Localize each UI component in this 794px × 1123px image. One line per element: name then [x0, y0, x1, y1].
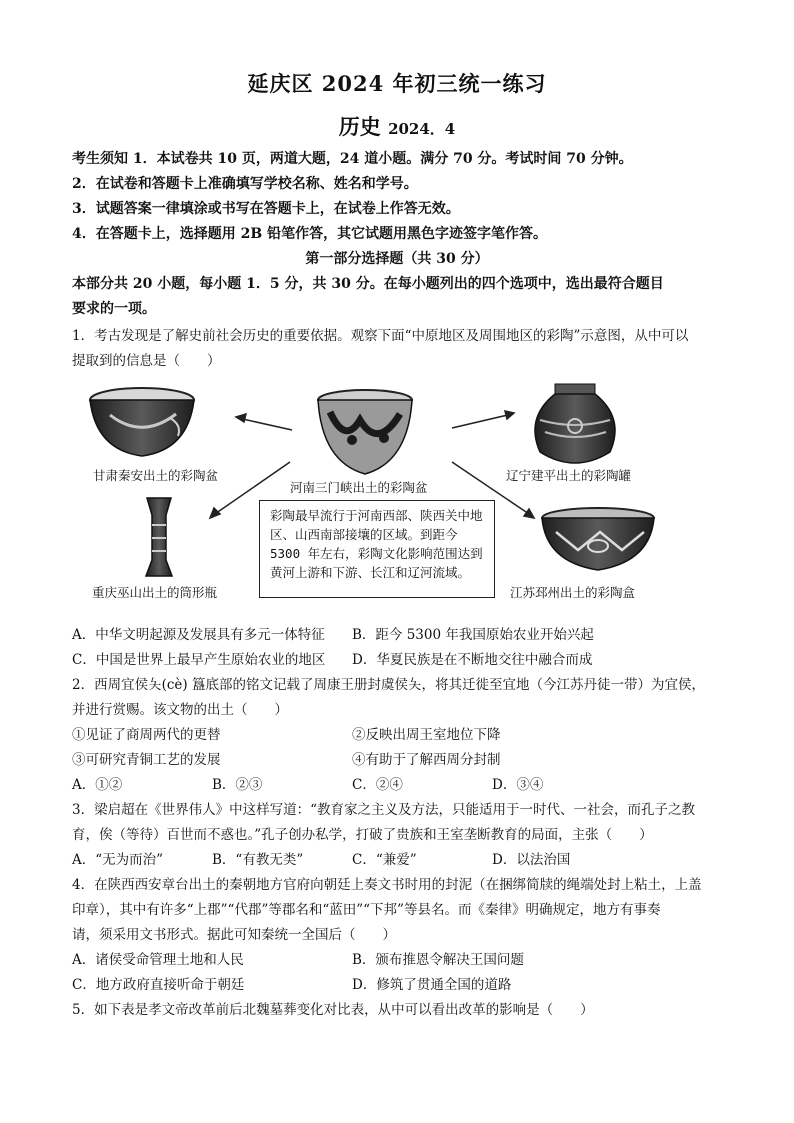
instruction-4: 4．在答题卡上，选择题用 2B 铅笔作答，其它试题用黑色字迹签字笔作答。 — [72, 226, 548, 242]
chongqing-vase-image — [146, 498, 172, 576]
info-box-text: 彩陶最早流行于河南西部、陕西关中地区、山西南部接壤的区域。到距今 5300 年左右，彩陶文化影响范围达到黄河上游和下游、长江和辽河流域。 — [270, 508, 483, 580]
q1-option-c: C．中国是世界上最早产生原始农业的地区 — [72, 652, 326, 668]
q2-item-3: ③可研究青铜工艺的发展 — [72, 752, 221, 768]
exam-date: 2024．4 — [388, 120, 456, 138]
q2-item-1: ①见证了商周两代的更替 — [72, 727, 221, 743]
caption-gansu: 甘肃秦安出土的彩陶盆 — [93, 468, 219, 483]
q4-stem-line3: 请，须采用文书形式。据此可知秦统一全国后（ ） — [72, 927, 396, 943]
caption-liaoning: 辽宁建平出土的彩陶罐 — [506, 468, 632, 483]
instruction-3: 3．试题答案一律填涂或书写在答题卡上，在试卷上作答无效。 — [72, 201, 460, 217]
q4-stem-line1: 4．在陕西西安章台出土的秦朝地方官府向朝廷上奏文书时用的封泥（在捆绑简牍的绳端处封上粘土，上盖 — [72, 877, 702, 893]
q2-option-b: B．②③ — [212, 777, 263, 793]
liaoning-jar-image — [535, 384, 615, 463]
section-desc-line1: 本部分共 20 小题，每小题 1．5 分，共 30 分。在每小题列出的四个选项中，选出最符合题目 — [72, 276, 664, 292]
section-desc-line2: 要求的一项。 — [72, 301, 156, 317]
q2-stem-line2: 并进行赏赐。该文物的出土（ ） — [72, 702, 288, 718]
q1-option-b: B．距今 5300 年我国原始农业开始兴起 — [352, 627, 594, 643]
q2-item-4: ④有助于了解西周分封制 — [352, 752, 501, 768]
exam-subtitle — [0, 111, 794, 141]
q2-option-c: C．②④ — [352, 777, 403, 793]
exam-title: 延庆区 2024 年初三统一练习 — [247, 71, 547, 96]
q3-stem-line1: 3．梁启超在《世界伟人》中这样写道：“教育家之主义及方法，只能适用于一时代、一社会，而孔子之教 — [72, 802, 695, 818]
instruction-2: 2．在试卷和答题卡上准确填写学校名称、姓名和学号。 — [72, 176, 418, 192]
q2-option-a: A．①② — [72, 777, 123, 793]
q3-option-b: B．“有教无类” — [212, 852, 304, 868]
q3-option-d: D．以法治国 — [492, 852, 571, 868]
q3-option-c: C．“兼爱” — [352, 852, 417, 868]
q4-option-d: D．修筑了贯通全国的道路 — [352, 977, 512, 993]
caption-chongqing: 重庆巫山出土的筒形瓶 — [92, 585, 218, 600]
q4-stem-line2: 印章），其中有许多“上郡”“代郡”等郡名和“蓝田”“下邦”等县名。而《秦律》明确规定，地方有事奏 — [72, 902, 661, 918]
q1-stem-line1: 1．考古发现是了解史前社会历史的重要依据。观察下面“中原地区及周围地区的彩陶”示意图，从中可以 — [72, 328, 689, 344]
caption-jiangsu: 江苏邳州出土的彩陶盒 — [510, 585, 636, 600]
caption-henan: 河南三门峡出土的彩陶盆 — [290, 480, 428, 495]
q1-stem-line2: 提取到的信息是（ ） — [72, 353, 221, 369]
instruction-1: 考生须知 1．本试卷共 10 页，两道大题，24 道小题。满分 70 分。考试时间 70 分钟。 — [72, 151, 633, 167]
q4-option-b: B．颁布推恩令解决王国问题 — [352, 952, 524, 968]
q4-option-c: C．地方政府直接听命于朝廷 — [72, 977, 245, 993]
section-heading: 第一部分选择题（共 30 分） — [305, 251, 489, 267]
gansu-bowl-image — [90, 388, 194, 456]
q2-option-d: D．③④ — [492, 777, 544, 793]
q1-option-a: A．中华文明起源及发展具有多元一体特征 — [72, 627, 325, 643]
q2-stem-line1: 2．西周宜侯夨(cè) 簋底部的铭文记载了周康王册封虞侯夨，将其迁徙至宜地（今江苏丹徒一带）为宜侯， — [72, 677, 705, 693]
henan-bowl-image — [318, 390, 412, 474]
q1-option-d: D．华夏民族是在不断地交往中融合而成 — [352, 652, 593, 668]
q3-stem-line2: 育，俟（等待）百世而不惑也。”孔子创办私学，打破了贵族和王室垄断教育的局面，主张（ ） — [72, 827, 653, 843]
q5-stem: 5．如下表是孝文帝改革前后北魏墓葬变化对比表，从中可以看出改革的影响是（ ） — [72, 1002, 594, 1018]
q2-item-2: ②反映出周王室地位下降 — [352, 727, 501, 743]
jiangsu-box-image — [542, 508, 654, 570]
q4-option-a: A．诸侯受命管理土地和人民 — [72, 952, 244, 968]
q3-option-a: A．“无为而治” — [72, 852, 164, 868]
subject-label: 历史 — [338, 114, 381, 139]
